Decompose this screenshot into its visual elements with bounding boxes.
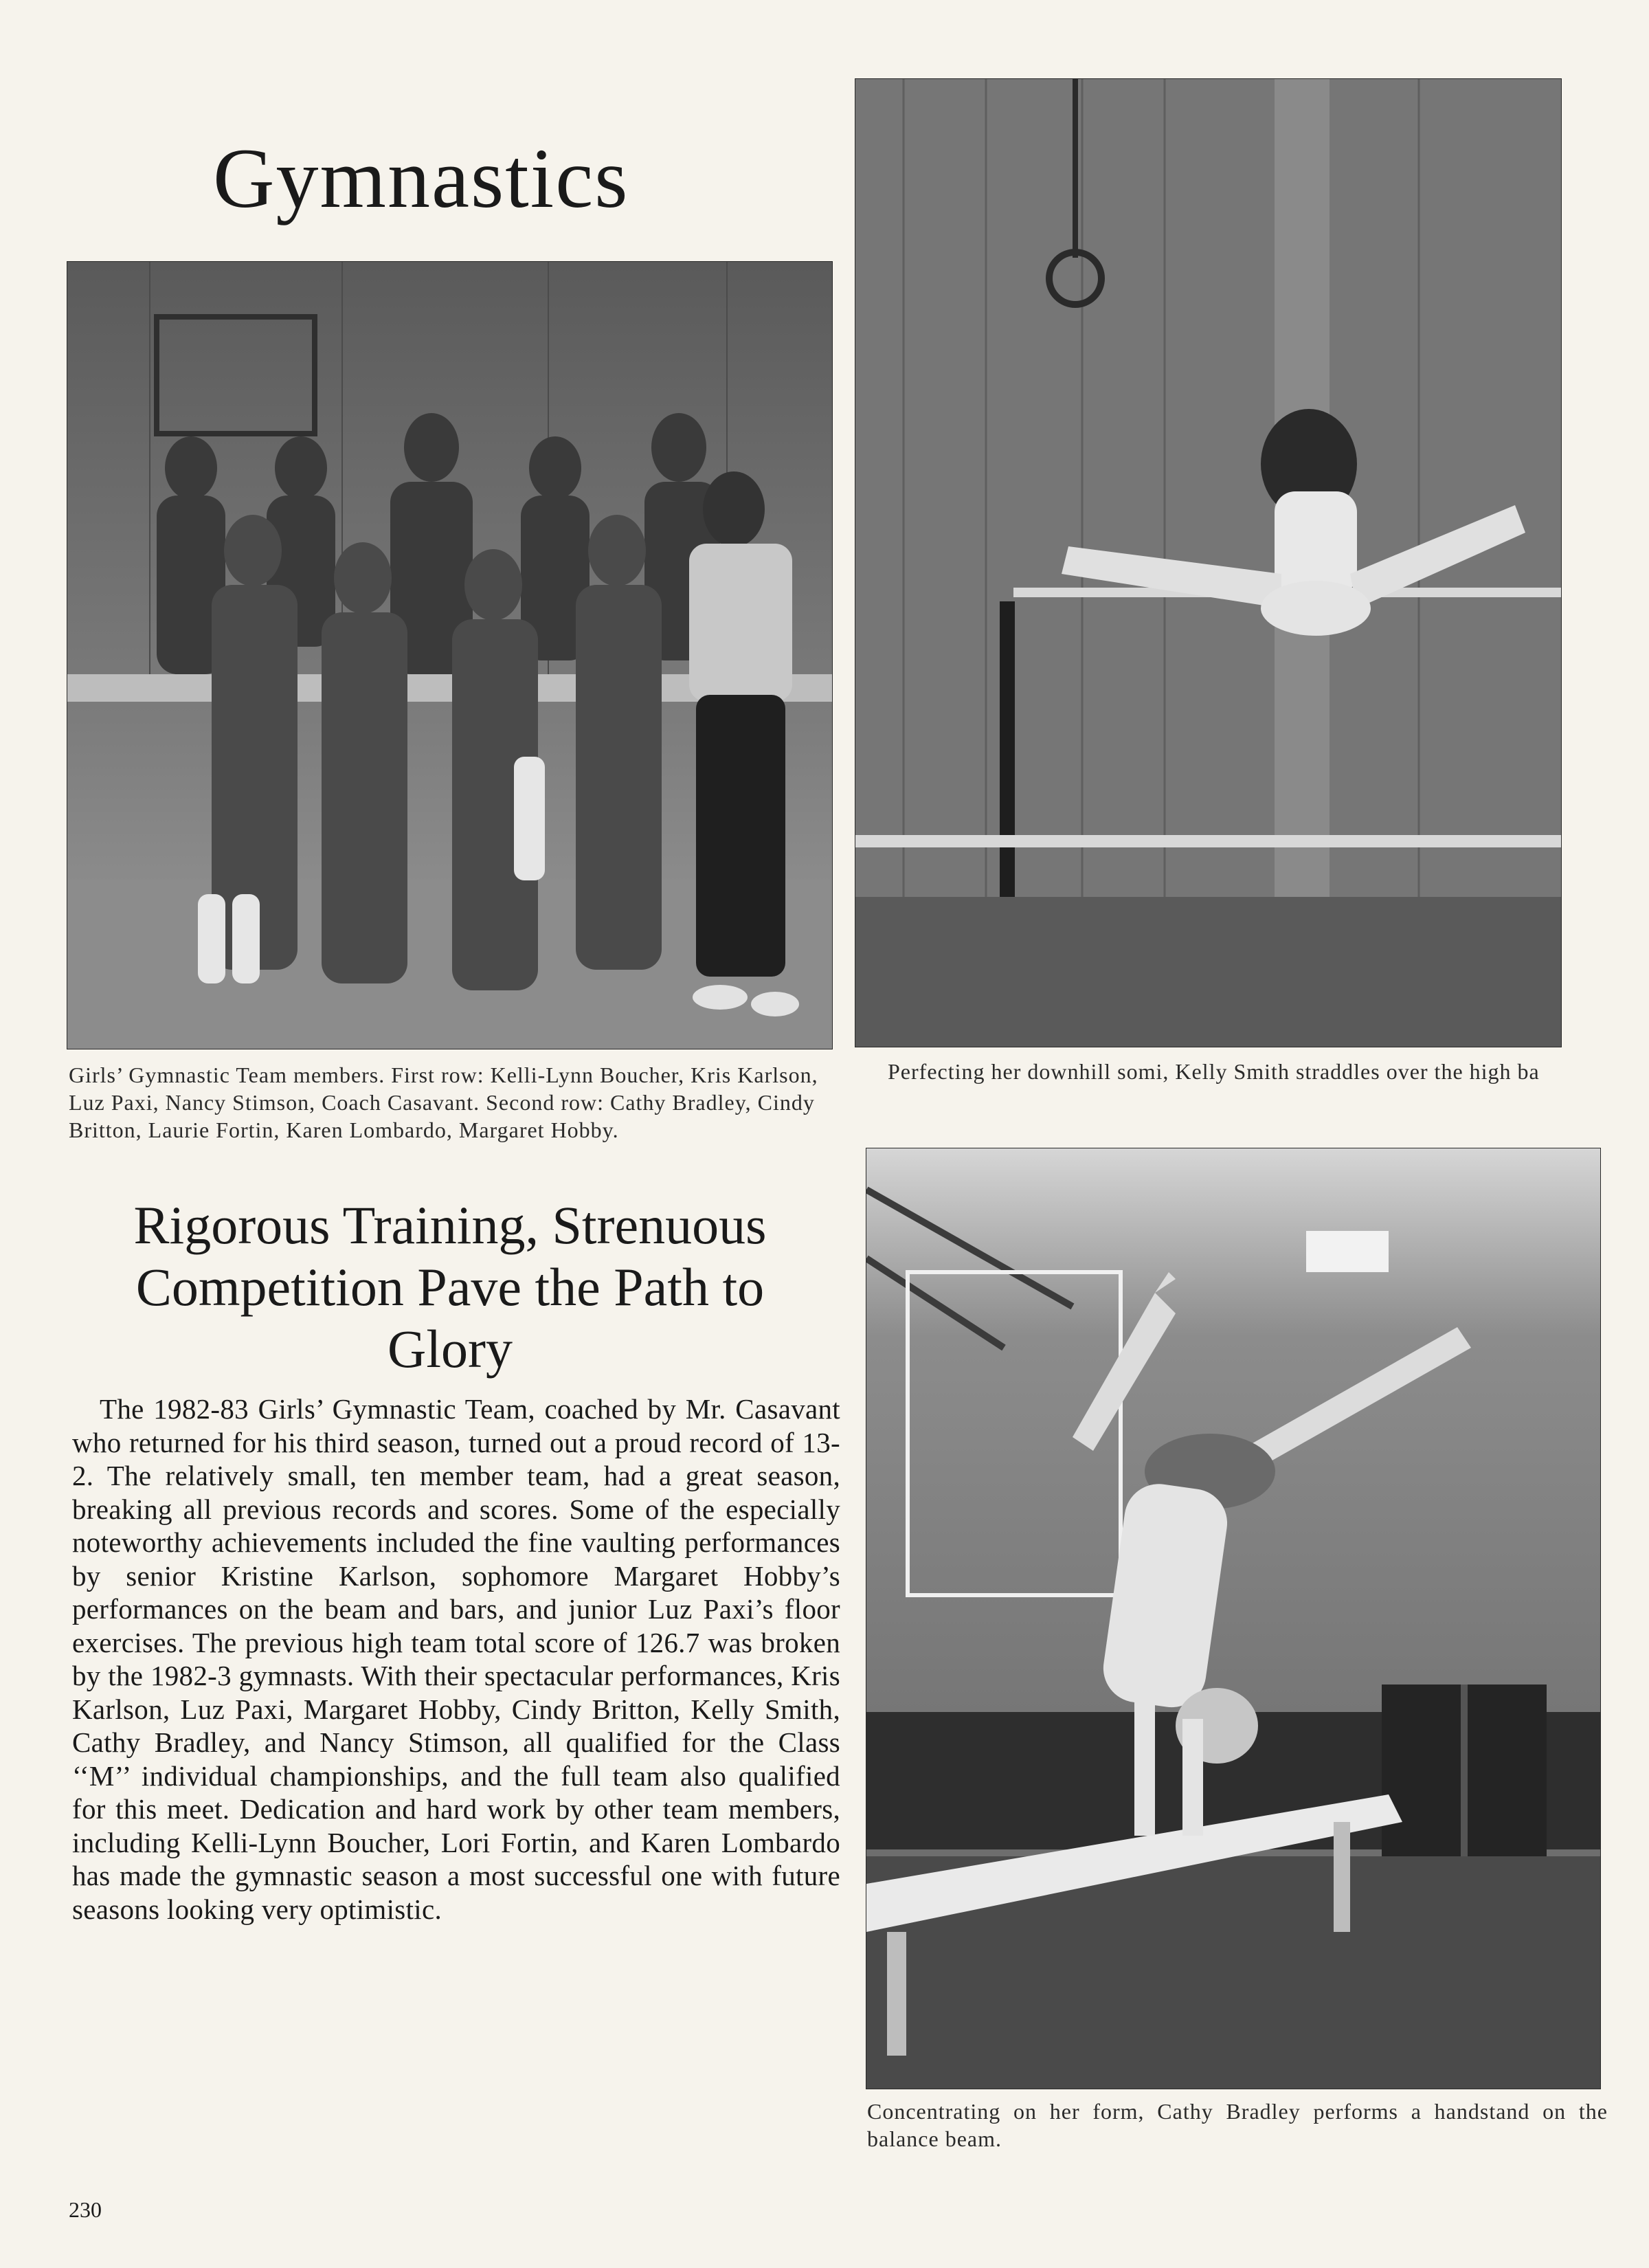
balance-beam-photo-caption: Concentrating on her form, Cathy Bradley performs a handstand on the balance beam. (867, 2099, 1608, 2151)
high-bar-photo (855, 78, 1562, 1047)
team-photo-caption: Girls’ Gymnastic Team members. First row: Kelli-Lynn Boucher, Kris Karlson, Luz Paxi, Nancy Stimson, Coach Casavant. Second row: Cathy Bradley, Cindy Britton, Laurie Fortin, Karen Lombardo, Margaret Hobby. (69, 1063, 818, 1142)
page-number: 230 (69, 2197, 102, 2222)
page-title: Gymnastics (213, 131, 629, 225)
article-headline: Rigorous Training, Strenuous Competition Pave the Path to Glory (133, 1195, 767, 1379)
high-bar-photo-caption: Perfecting her downhill somi, Kelly Smith straddles over the high ba (888, 1059, 1540, 1084)
team-photo (67, 261, 833, 1049)
balance-beam-photo (866, 1148, 1601, 2089)
article-body: The 1982-83 Girls’ Gymnastic Team, coached by Mr. Casavant who returned for his third season, turned out a proud record of 13-2. The relatively small, ten member team, had a great season, breaking all previous records and scores. Some of the especially noteworthy achievements included the fine vaulting performances by senior Kristine Karlson, sophomore Margaret Hobby’s performances on the beam and bars, and junior Luz Paxi’s floor exercises. The previous high team total score of 126.7 was broken by the 1982-3 gymnasts. With their spectacular performances, Kris Karlson, Luz Paxi, Margaret Hobby, Cindy Britton, Kelly Smith, Cathy Bradley, and Nancy Stimson, all qualified for the Class ‘‘M’’ individual championships, and the full team also qualified for this meet. Dedication and hard work by other team members, including Kelli-Lynn Boucher, Lori Fortin, and Karen Lombardo has made the gymnastic season a most successful one with future seasons looking very optimistic. (72, 1393, 840, 1925)
